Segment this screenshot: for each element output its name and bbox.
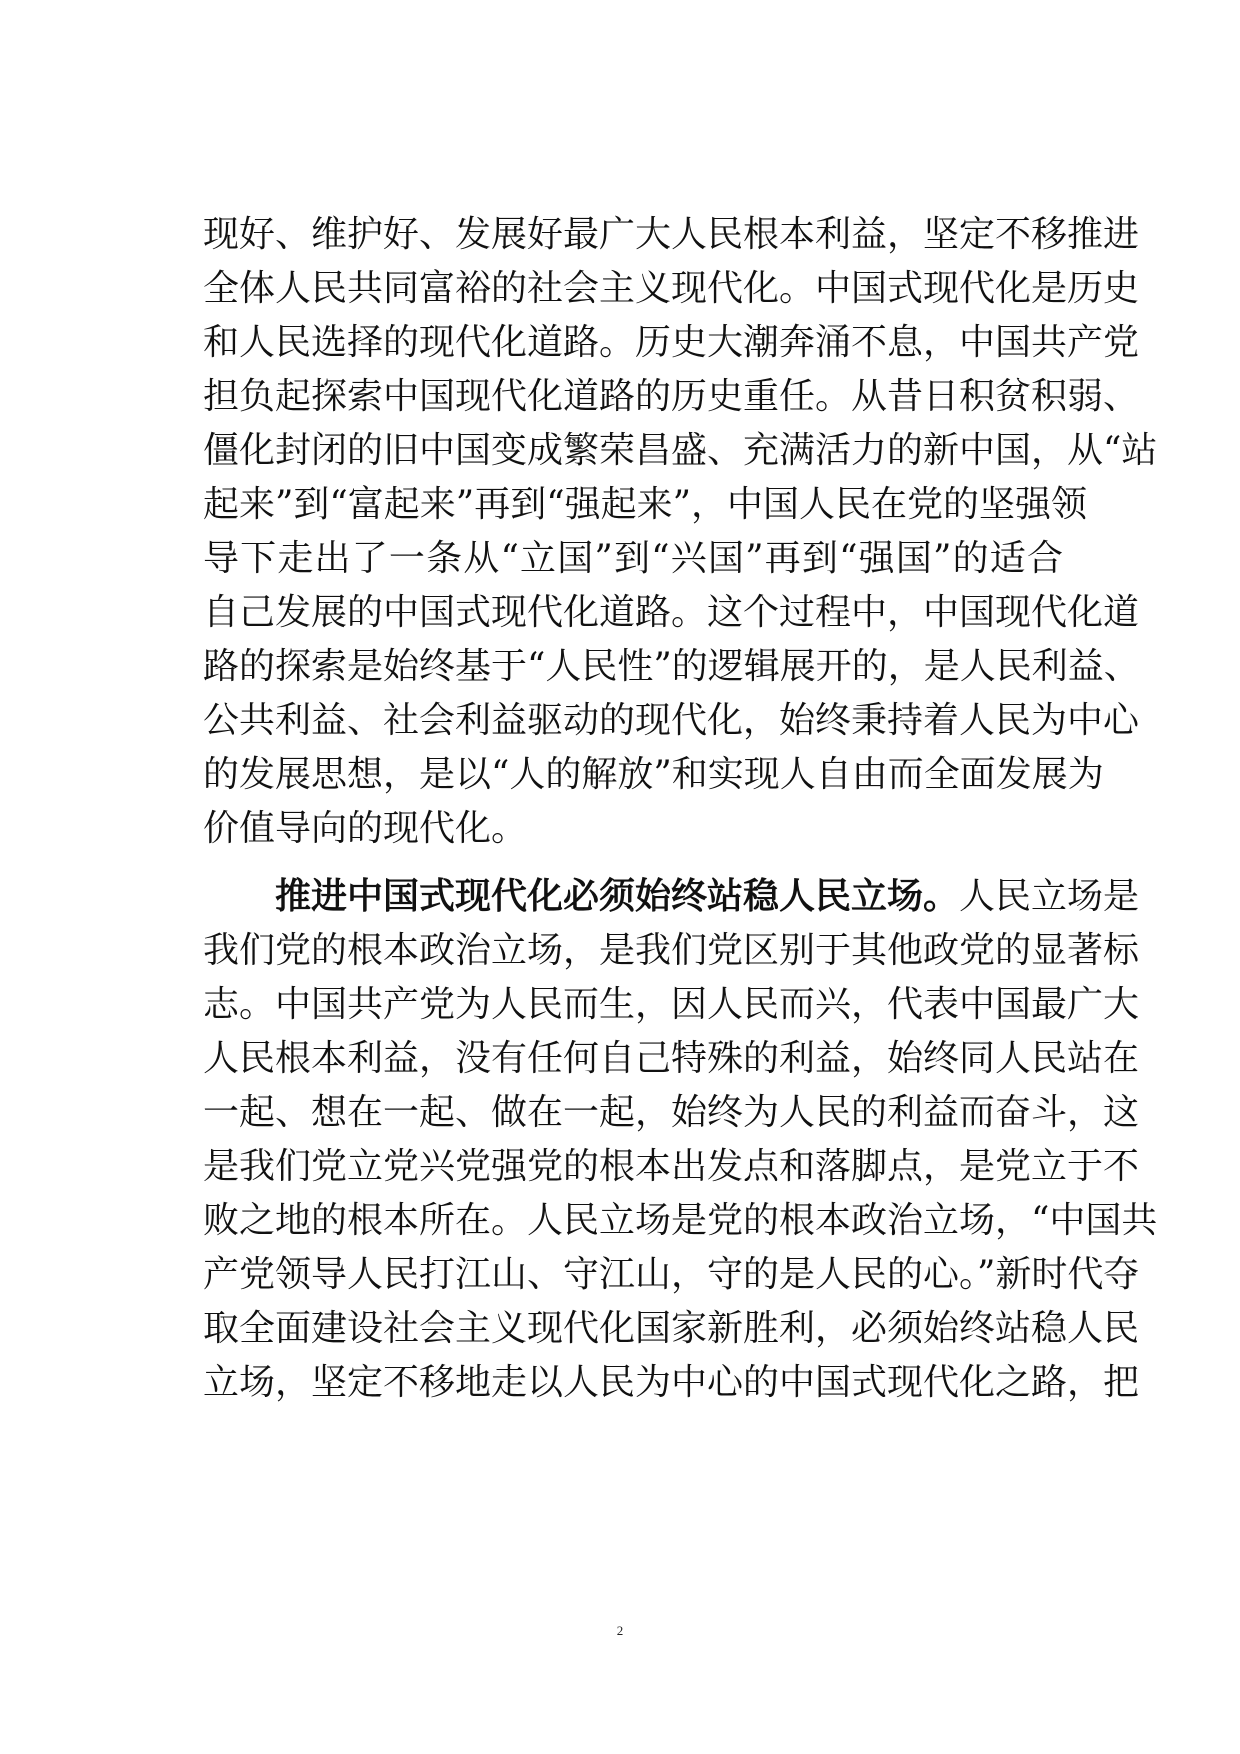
text-line: 起来”到“富起来”再到“强起来”，中国人民在党的坚强领 — [203, 484, 1088, 525]
text-line: 路的探索是始终基于“人民性”的逻辑展开的，是人民利益、 — [203, 646, 1140, 687]
text-line: 是我们党立党兴党强党的根本出发点和落脚点，是党立于不 — [203, 1146, 1140, 1187]
paragraph-1 — [203, 208, 1158, 856]
text-line: 导下走出了一条从“立国”到“兴国”再到“强国”的适合 — [203, 538, 1063, 579]
text-line: 我们党的根本政治立场，是我们党区别于其他政党的显著标 — [203, 930, 1140, 971]
paragraph-2 — [203, 870, 1158, 1410]
paragraph-spacer — [203, 856, 1063, 870]
text-line: 僵化封闭的旧中国变成繁荣昌盛、充满活力的新中国，从“站 — [203, 430, 1158, 471]
heading-continuation: 人民立场是 — [959, 876, 1140, 917]
text-line: 全体人民共同富裕的社会主义现代化。中国式现代化是历史 — [203, 268, 1140, 309]
text-line: 人民根本利益，没有任何自己特殊的利益，始终同人民站在 — [203, 1038, 1140, 1079]
text-line: 担负起探索中国现代化道路的历史重任。从昔日积贫积弱、 — [203, 376, 1140, 417]
text-line: 一起、想在一起、做在一起，始终为人民的利益而奋斗，这 — [203, 1092, 1140, 1133]
text-line: 产党领导人民打江山、守江山，守的是人民的心。”新时代夺 — [203, 1254, 1140, 1295]
paragraph-first-line — [203, 870, 1140, 924]
text-line: 价值导向的现代化。 — [203, 808, 528, 849]
text-line: 败之地的根本所在。人民立场是党的根本政治立场，“中国共 — [203, 1200, 1158, 1241]
text-line: 公共利益、社会利益驱动的现代化，始终秉持着人民为中心 — [203, 700, 1140, 741]
body-text — [203, 208, 1158, 1410]
text-line: 现好、维护好、发展好最广大人民根本利益，坚定不移推进 — [203, 214, 1140, 255]
text-line: 和人民选择的现代化道路。历史大潮奔涌不息，中国共产党 — [203, 322, 1140, 363]
paragraph-heading: 推进中国式现代化必须始终站稳人民立场。 — [275, 876, 960, 917]
text-line: 自己发展的中国式现代化道路。这个过程中，中国现代化道 — [203, 592, 1140, 633]
text-line: 立场，坚定不移地走以人民为中心的中国式现代化之路，把 — [203, 1362, 1140, 1403]
text-line: 的发展思想，是以“人的解放”和实现人自由而全面发展为 — [203, 754, 1104, 795]
page-number: 2 — [616, 1623, 624, 1638]
text-line: 志。中国共产党为人民而生，因人民而兴，代表中国最广大 — [203, 984, 1140, 1025]
text-line: 取全面建设社会主义现代化国家新胜利，必须始终站稳人民 — [203, 1308, 1140, 1349]
